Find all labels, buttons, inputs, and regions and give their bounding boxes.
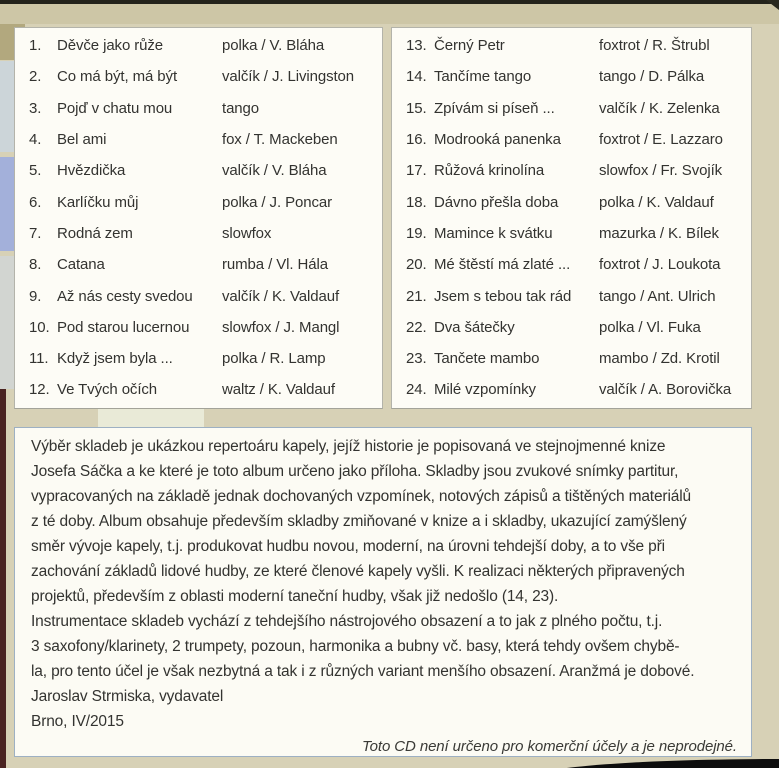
track-title: Když jsem byla ... xyxy=(57,350,173,368)
track-row xyxy=(29,124,382,155)
track-row xyxy=(29,93,382,124)
track-title: Až nás cesty svedou xyxy=(57,287,193,305)
track-row xyxy=(406,374,751,405)
track-title: Modrooká panenka xyxy=(434,131,561,149)
notes-text-line: směr vývoje kapely, t.j. produkovat hudbu novou, moderní, na úrovni tehdejší doby, a to vše při xyxy=(31,538,665,555)
track-number: 16. xyxy=(406,131,427,149)
track-row xyxy=(29,280,382,311)
track-title: Karlíčku můj xyxy=(57,193,139,211)
notes-text-line: Josefa Sáčka a ke které je toto album určeno jako příloha. Skladby jsou zvukové snímky partitur, xyxy=(31,463,679,480)
tracklist-right-box xyxy=(391,27,752,409)
track-dance-and-composer: tango / D. Pálka xyxy=(599,68,705,86)
track-number: 23. xyxy=(406,350,427,368)
track-row xyxy=(406,30,751,61)
track-number: 13. xyxy=(406,37,427,55)
track-title: Dávno přešla doba xyxy=(434,193,559,211)
track-row xyxy=(406,124,751,155)
track-dance-and-composer: polka / R. Lamp xyxy=(222,350,326,368)
track-dance-and-composer: mazurka / K. Bílek xyxy=(599,224,719,242)
track-dance-and-composer: slowfox / Fr. Svojík xyxy=(599,162,723,180)
track-title: Černý Petr xyxy=(434,37,505,55)
track-title: Dva šátečky xyxy=(434,318,515,336)
track-number: 5. xyxy=(29,162,42,180)
tracklist-left-box xyxy=(14,27,383,409)
scan-edge-bottom-arc xyxy=(534,759,779,768)
track-row xyxy=(29,218,382,249)
track-number: 1. xyxy=(29,37,42,55)
track-dance-and-composer: slowfox / J. Mangl xyxy=(222,318,340,336)
track-row xyxy=(29,249,382,280)
track-dance-and-composer: valčík / J. Livingston xyxy=(222,68,355,86)
track-row xyxy=(406,280,751,311)
notes-text-line: vypracovaných na základě jednak dochovaných vzpomínek, notových zápisů a tištěných materiálů xyxy=(31,488,691,505)
track-number: 22. xyxy=(406,318,427,336)
track-dance-and-composer: foxtrot / E. Lazzaro xyxy=(599,131,723,149)
track-row xyxy=(406,155,751,186)
track-dance-and-composer: tango / Ant. Ulrich xyxy=(599,287,716,305)
track-dance-and-composer: slowfox xyxy=(222,224,272,242)
notes-text-line: Jaroslav Strmiska, vydavatel xyxy=(31,688,224,705)
track-dance-and-composer: polka / V. Bláha xyxy=(222,37,325,55)
track-title: Rodná zem xyxy=(57,224,133,242)
track-number: 21. xyxy=(406,287,427,305)
track-title: Hvězdička xyxy=(57,162,126,180)
track-number: 18. xyxy=(406,193,427,211)
track-number: 3. xyxy=(29,99,42,117)
track-title: Catana xyxy=(57,256,105,274)
track-row xyxy=(406,343,751,374)
track-title: Ve Tvých očích xyxy=(57,381,158,399)
notes-text-line: zachování základů lidové hudby, ze které členové kapely vyšli. K realizaci některých připravených xyxy=(31,563,685,580)
track-row xyxy=(29,155,382,186)
track-number: 9. xyxy=(29,287,42,305)
track-number: 4. xyxy=(29,131,42,149)
track-number: 24. xyxy=(406,381,427,399)
scan-light-band xyxy=(98,409,204,427)
notes-text-line: projektů, především z oblasti moderní taneční hudby, však již nedošlo (14, 23). xyxy=(31,588,559,605)
track-row xyxy=(29,312,382,343)
track-number: 20. xyxy=(406,256,427,274)
scan-strip-maroon xyxy=(0,389,6,768)
track-dance-and-composer: foxtrot / J. Loukota xyxy=(599,256,721,274)
notes-footnote: Toto CD není určeno pro komerční účely a je neprodejné. xyxy=(361,738,737,755)
track-title: Tančete mambo xyxy=(434,350,540,368)
track-title: Růžová krinolína xyxy=(434,162,545,180)
track-title: Co má být, má být xyxy=(57,68,178,86)
track-dance-and-composer: fox / T. Mackeben xyxy=(222,131,338,149)
track-number: 17. xyxy=(406,162,427,180)
track-dance-and-composer: mambo / Zd. Krotil xyxy=(599,350,720,368)
track-title: Zpívám si píseň ... xyxy=(434,99,555,117)
track-number: 11. xyxy=(29,350,49,368)
track-title: Mamince k svátku xyxy=(434,224,553,242)
track-number: 8. xyxy=(29,256,42,274)
scan-edge-top-bar xyxy=(0,0,779,4)
track-row xyxy=(406,218,751,249)
track-title: Tančíme tango xyxy=(434,68,532,86)
track-title: Pod starou lucernou xyxy=(57,318,190,336)
track-row xyxy=(406,186,751,217)
notes-lines xyxy=(31,434,741,734)
track-title: Bel ami xyxy=(57,131,107,149)
track-row xyxy=(406,312,751,343)
notes-text-line: 3 saxofony/klarinety, 2 trumpety, pozoun, harmonika a bubny vč. basy, která tehdy ovšem chybě- xyxy=(31,638,680,655)
track-title: Milé vzpomínky xyxy=(434,381,536,399)
track-dance-and-composer: valčík / K. Valdauf xyxy=(222,287,340,305)
notes-box xyxy=(14,427,752,757)
notes-text-line: z té doby. Album obsahuje především skladby zmiňované v knize a i skladby, ukazující zamýšlený xyxy=(31,513,687,530)
track-dance-and-composer: foxtrot / R. Štrubl xyxy=(599,37,710,55)
track-number: 14. xyxy=(406,68,427,86)
track-row xyxy=(29,343,382,374)
track-dance-and-composer: valčík / V. Bláha xyxy=(222,162,327,180)
track-dance-and-composer: tango xyxy=(222,99,260,117)
notes-text-line: Výběr skladeb je ukázkou repertoáru kapely, jejíž historie je popisovaná ve stejnojmenné knize xyxy=(31,438,666,455)
track-dance-and-composer: polka / K. Valdauf xyxy=(599,193,714,211)
notes-text-line: Instrumentace skladeb vychází z tehdejšího nástrojového obsazení a to jak z plného počtu, t.j. xyxy=(31,613,663,630)
track-number: 15. xyxy=(406,99,427,117)
track-dance-and-composer: polka / Vl. Fuka xyxy=(599,318,701,336)
track-row xyxy=(29,186,382,217)
track-number: 2. xyxy=(29,68,42,86)
track-row xyxy=(29,30,382,61)
track-row xyxy=(29,374,382,405)
track-title: Pojď v chatu mou xyxy=(57,99,173,117)
track-number: 10. xyxy=(29,318,50,336)
track-title: Děvče jako růže xyxy=(57,37,164,55)
track-row xyxy=(406,249,751,280)
track-dance-and-composer: waltz / K. Valdauf xyxy=(222,381,335,399)
track-number: 12. xyxy=(29,381,50,399)
track-row xyxy=(29,61,382,92)
track-dance-and-composer: valčík / A. Borovička xyxy=(599,381,732,399)
track-number: 19. xyxy=(406,224,427,242)
notes-text-line: la, pro tento účel je však nezbytná a tak i z různých variant menšího obsazení. Aranžmá je dobové. xyxy=(31,663,695,680)
track-row xyxy=(406,61,751,92)
track-dance-and-composer: valčík / K. Zelenka xyxy=(599,99,720,117)
track-title: Jsem s tebou tak rád xyxy=(434,287,572,305)
track-number: 7. xyxy=(29,224,42,242)
track-number: 6. xyxy=(29,193,42,211)
track-title: Mé štěstí má zlaté ... xyxy=(434,256,571,274)
track-dance-and-composer: polka / J. Poncar xyxy=(222,193,333,211)
notes-text-line: Brno, IV/2015 xyxy=(31,713,124,730)
track-dance-and-composer: rumba / Vl. Hála xyxy=(222,256,328,274)
scan-top-band xyxy=(0,4,779,24)
track-row xyxy=(406,93,751,124)
